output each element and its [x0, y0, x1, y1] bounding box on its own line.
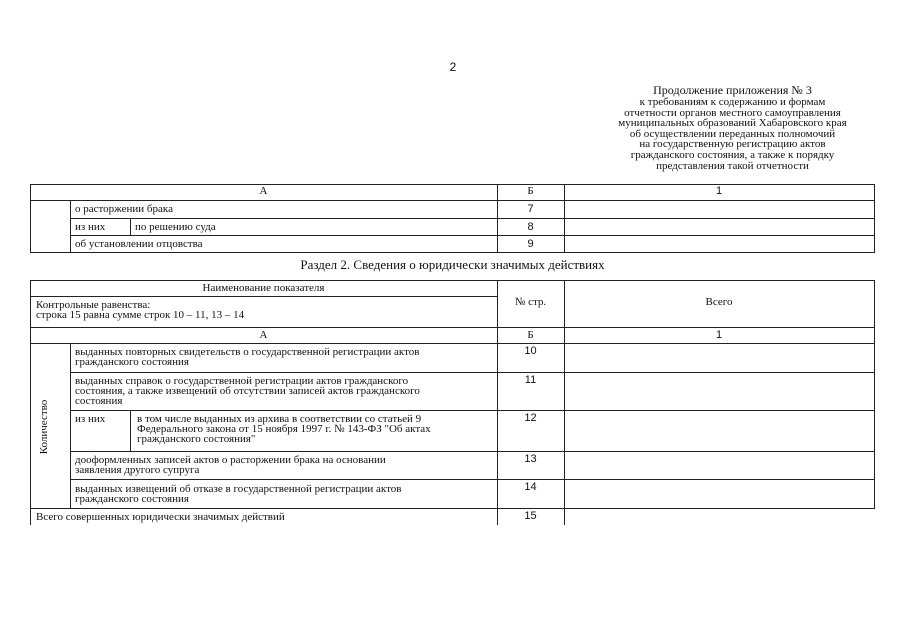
table2-row-label: выданных повторных свидетельств о государственной регистрации актов: [75, 346, 420, 358]
table1-col-a-header: А: [259, 185, 268, 197]
table2-line-no: 11: [524, 374, 537, 386]
table2-row-label: в том числе выданных из архива в соответствии со статьей 9: [137, 413, 422, 425]
table2-row-label: гражданского состояния: [75, 493, 189, 505]
indicator-header: Наименование показателя: [202, 282, 325, 294]
table2-row-label: состояния, а также извещений об отсутствии записей актов гражданского: [75, 385, 420, 397]
control-title: Контрольные равенства:: [36, 299, 151, 311]
table1-col-1-header: 1: [715, 185, 723, 197]
table2-sub-label: из них: [75, 413, 106, 425]
table2-row-label: гражданского состояния: [75, 356, 189, 368]
header-line: муниципальных образований Хабаровского края: [618, 117, 847, 130]
total-actions-label: Всего совершенных юридически значимых действий: [36, 511, 285, 523]
table1-row-label: по решению суда: [135, 221, 216, 233]
table1-sub-label: из них: [75, 221, 106, 233]
header-line: Продолжение приложения № 3: [653, 83, 812, 97]
table2-col-1-code: 1: [715, 329, 723, 341]
quantity-vertical-label: [34, 352, 54, 502]
total-header: Всего: [705, 296, 733, 308]
table2-col-a-code: А: [259, 329, 268, 341]
table2-row-label: заявления другого супруга: [75, 464, 200, 476]
table2-row-label: выданных справок о государственной регистрации актов гражданского: [75, 375, 409, 387]
table1-line-no: 7: [527, 203, 534, 215]
table2-line-no: 10: [524, 345, 537, 357]
section-title: Раздел 2. Сведения о юридически значимых действиях: [300, 257, 605, 272]
table1-row-label: об установлении отцовства: [75, 238, 203, 250]
page-number: 2: [449, 60, 457, 74]
table2-row-label: дооформленных записей актов о расторжении брака на основании: [75, 454, 386, 466]
header-line: отчетности органов местного самоуправления: [624, 106, 841, 119]
table1-line-no: 8: [527, 221, 534, 233]
header-line: представления такой отчетности: [656, 159, 809, 172]
control-rule: строка 15 равна сумме строк 10 – 11, 13 – 14: [36, 309, 245, 321]
table2-line-no: 12: [524, 412, 537, 424]
header-line: к требованиям к содержанию и формам: [639, 96, 826, 108]
table1-row-label: о расторжении брака: [75, 203, 173, 215]
table1-col-b-header: Б: [527, 185, 534, 197]
table1-line-no: 9: [527, 238, 534, 250]
table2-row-label: Федерального закона от 15 ноября 1997 г. № 143-ФЗ "Об актах: [137, 423, 431, 435]
table2-row-label: выданных извещений об отказе в государственной регистрации актов: [75, 483, 402, 495]
total-actions-line-no: 15: [524, 510, 537, 522]
line-no-header: № стр.: [514, 296, 547, 308]
header-line: гражданского состояния, а также к порядку: [630, 148, 835, 161]
table2-line-no: 14: [524, 481, 537, 493]
table2-line-no: 13: [524, 453, 537, 465]
table2-row-label: гражданского состояния": [137, 433, 256, 445]
header-line: об осуществлении переданных полномочий: [629, 127, 836, 140]
header-line: на государственную регистрацию актов: [639, 138, 826, 151]
quantity-vertical-text: Количество: [38, 399, 50, 455]
table2-col-b-code: Б: [527, 329, 534, 341]
table2-row-label: состояния: [75, 395, 123, 407]
